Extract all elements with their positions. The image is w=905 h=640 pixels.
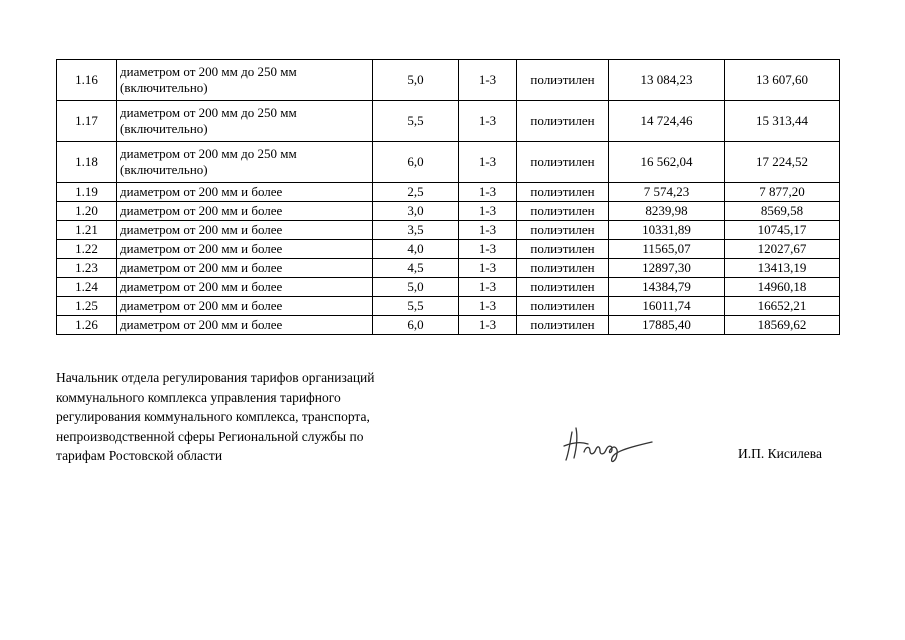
description-line-1: диаметром от 200 мм и более xyxy=(120,317,283,332)
row-price-1: 16011,74 xyxy=(609,297,725,316)
handwritten-signature xyxy=(560,418,660,466)
row-material: полиэтилен xyxy=(517,183,609,202)
row-group: 1-3 xyxy=(459,297,517,316)
row-thickness: 4,5 xyxy=(373,259,459,278)
row-description xyxy=(117,60,373,101)
table-row xyxy=(57,101,840,142)
row-thickness: 5,0 xyxy=(373,60,459,101)
tariff-table xyxy=(56,59,840,335)
table-row xyxy=(57,183,840,202)
row-price-1: 14384,79 xyxy=(609,278,725,297)
row-number: 1.20 xyxy=(57,202,117,221)
row-material: полиэтилен xyxy=(517,240,609,259)
row-price-1: 13 084,23 xyxy=(609,60,725,101)
row-description xyxy=(117,101,373,142)
row-description xyxy=(117,202,373,221)
row-material: полиэтилен xyxy=(517,202,609,221)
signer-name: И.П. Кисилева xyxy=(738,446,822,461)
description-line-2: (включительно) xyxy=(120,162,208,177)
row-description xyxy=(117,142,373,183)
row-material: полиэтилен xyxy=(517,297,609,316)
row-description xyxy=(117,240,373,259)
row-material: полиэтилен xyxy=(517,60,609,101)
description-line-1: диаметром от 200 мм и более xyxy=(120,298,283,313)
row-group: 1-3 xyxy=(459,278,517,297)
row-number: 1.23 xyxy=(57,259,117,278)
row-number: 1.18 xyxy=(57,142,117,183)
row-number: 1.16 xyxy=(57,60,117,101)
row-price-2: 7 877,20 xyxy=(725,183,840,202)
row-thickness: 6,0 xyxy=(373,316,459,335)
signatory-position xyxy=(56,368,436,466)
row-price-1: 10331,89 xyxy=(609,221,725,240)
row-description xyxy=(117,183,373,202)
row-thickness: 2,5 xyxy=(373,183,459,202)
row-description xyxy=(117,297,373,316)
row-price-1: 17885,40 xyxy=(609,316,725,335)
row-description xyxy=(117,259,373,278)
row-price-2: 15 313,44 xyxy=(725,101,840,142)
row-number: 1.26 xyxy=(57,316,117,335)
row-material: полиэтилен xyxy=(517,259,609,278)
row-group: 1-3 xyxy=(459,259,517,278)
description-line-1: диаметром от 200 мм и более xyxy=(120,184,283,199)
table-row xyxy=(57,221,840,240)
row-group: 1-3 xyxy=(459,316,517,335)
row-number: 1.17 xyxy=(57,101,117,142)
row-price-1: 8239,98 xyxy=(609,202,725,221)
description-line-1: диаметром от 200 мм и более xyxy=(120,203,283,218)
row-material: полиэтилен xyxy=(517,142,609,183)
table-row xyxy=(57,142,840,183)
row-description xyxy=(117,316,373,335)
position-line: регулирования коммунального комплекса, транспорта, xyxy=(56,409,370,424)
description-line-1: диаметром от 200 мм и более xyxy=(120,279,283,294)
row-material: полиэтилен xyxy=(517,278,609,297)
row-group: 1-3 xyxy=(459,221,517,240)
row-price-2: 16652,21 xyxy=(725,297,840,316)
row-group: 1-3 xyxy=(459,240,517,259)
row-price-1: 11565,07 xyxy=(609,240,725,259)
row-price-2: 13 607,60 xyxy=(725,60,840,101)
row-material: полиэтилен xyxy=(517,221,609,240)
row-price-2: 10745,17 xyxy=(725,221,840,240)
row-price-2: 18569,62 xyxy=(725,316,840,335)
row-thickness: 6,0 xyxy=(373,142,459,183)
description-line-1: диаметром от 200 мм до 250 мм xyxy=(120,64,297,79)
row-price-1: 7 574,23 xyxy=(609,183,725,202)
position-line: непроизводственной сферы Региональной службы по xyxy=(56,428,364,444)
table-row xyxy=(57,202,840,221)
row-group: 1-3 xyxy=(459,183,517,202)
row-thickness: 3,0 xyxy=(373,202,459,221)
row-price-2: 13413,19 xyxy=(725,259,840,278)
table-row xyxy=(57,297,840,316)
row-description xyxy=(117,278,373,297)
description-line-1: диаметром от 200 мм и более xyxy=(120,241,283,256)
table-row xyxy=(57,316,840,335)
row-number: 1.19 xyxy=(57,183,117,202)
row-group: 1-3 xyxy=(459,202,517,221)
row-group: 1-3 xyxy=(459,101,517,142)
description-line-2: (включительно) xyxy=(120,121,208,136)
row-number: 1.21 xyxy=(57,221,117,240)
description-line-1: диаметром от 200 мм до 250 мм xyxy=(120,146,297,161)
description-line-1: диаметром от 200 мм и более xyxy=(120,222,283,237)
description-line-2: (включительно) xyxy=(120,80,208,95)
row-price-2: 12027,67 xyxy=(725,240,840,259)
table-row xyxy=(57,259,840,278)
row-price-2: 14960,18 xyxy=(725,278,840,297)
row-thickness: 5,5 xyxy=(373,101,459,142)
row-material: полиэтилен xyxy=(517,316,609,335)
row-group: 1-3 xyxy=(459,142,517,183)
row-number: 1.22 xyxy=(57,240,117,259)
table-row xyxy=(57,240,840,259)
row-price-1: 16 562,04 xyxy=(609,142,725,183)
row-number: 1.25 xyxy=(57,297,117,316)
row-number: 1.24 xyxy=(57,278,117,297)
position-line: Начальник отдела регулирования тарифов организаций xyxy=(56,370,375,385)
row-price-1: 12897,30 xyxy=(609,259,725,278)
row-price-2: 8569,58 xyxy=(725,202,840,221)
table-row xyxy=(57,278,840,297)
row-thickness: 5,5 xyxy=(373,297,459,316)
position-line: коммунального комплекса управления тарифного xyxy=(56,389,341,405)
row-price-2: 17 224,52 xyxy=(725,142,840,183)
row-description xyxy=(117,221,373,240)
row-thickness: 4,0 xyxy=(373,240,459,259)
table-row xyxy=(57,60,840,101)
row-thickness: 5,0 xyxy=(373,278,459,297)
row-material: полиэтилен xyxy=(517,101,609,142)
position-line: тарифам Ростовской области xyxy=(56,448,223,463)
row-price-1: 14 724,46 xyxy=(609,101,725,142)
row-group: 1-3 xyxy=(459,60,517,101)
description-line-1: диаметром от 200 мм до 250 мм xyxy=(120,105,297,120)
row-thickness: 3,5 xyxy=(373,221,459,240)
description-line-1: диаметром от 200 мм и более xyxy=(120,260,283,275)
